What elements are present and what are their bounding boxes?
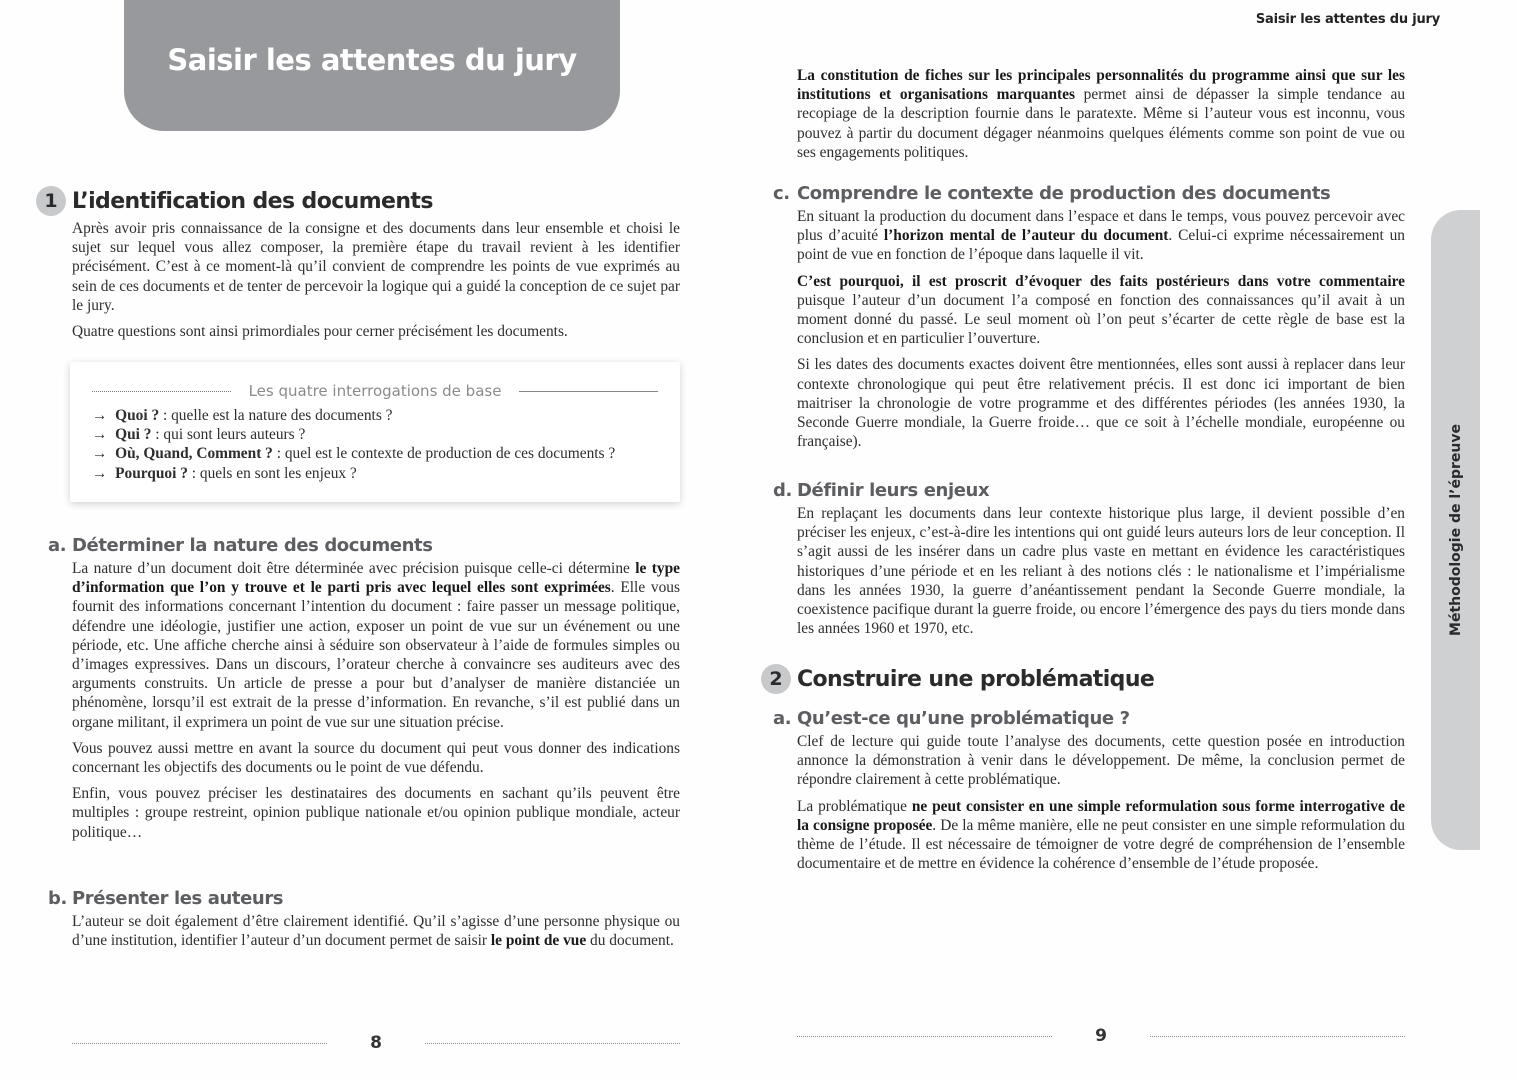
footer-rule [797,1036,1052,1037]
subsection-letter: a. [48,535,67,556]
subsection-d [773,480,1405,638]
subsection-a-heading [48,535,680,556]
section-2-title: Construire une problématique [797,666,1155,692]
subsection-title: Définir leurs enjeux [797,480,990,501]
section-number-badge: 1 [36,186,66,216]
emphasis: le point de vue [490,932,587,950]
subsection-letter: d. [773,480,792,501]
divider [519,391,658,392]
question-text: : quels en sont les enjeux ? [187,464,357,482]
text-run: permet ainsi de dépasser la simple tendance au recopiage de la description fournie dans le paratexte. Même si l’auteur vous est inconnu, vous pouvez à partir du document dégager néanmoins quelques éléments comme son point de vue ou ses engagements politiques. [797,86,1406,161]
right-page-footer [797,1026,1405,1046]
text-run: En situant la production du document dans l’espace et dans le temps, vous pouvez percevoir avec plus d’acuité [797,208,1405,245]
section-1-paragraph-1: Après avoir pris connaissance de la consigne et des documents dans leur ensemble et choisi le sujet sur lequel vous allez composer, la première étape du travail revient à les identifier précisément. C’est à ce moment-là qu’il convient de comprendre les points de vue exprimés au sein de ces documents et de tenter de percevoir la logique qui a guidé la conception de ce sujet par le jury. [72,220,680,314]
subsection-title: Qu’est-ce qu’une problématique ? [797,708,1130,729]
emphasis: le type d’information que l’on y trouve et le parti pris avec lequel elles sont exprimées [72,560,681,597]
subsection-d-paragraph-1: En replaçant les documents dans leur contexte historique plus large, il devient possible d’en préciser les enjeux, c’est-à-dire les intentions qui ont guidé leurs auteurs lors de leur conception. Il s’agit aussi de les insérer dans un cadre plus vaste en mettant en évidence les caractéristiques historiques d’une période et en les reliant à des notions clés : le nationalisme et l’impérialisme dans les années 1930, la guerre d’anéantissement pendant la Seconde Guerre mondiale, la coexistence pacifique durant la guerre froide, ou encore l’émergence des pays du tiers monde dans les années 1960 et 1970, etc. [797,505,1405,638]
subsection-title: Déterminer la nature des documents [72,535,433,556]
subsection-title: Présenter les auteurs [72,888,284,909]
subsection-letter: b. [48,888,67,909]
subsection-a-paragraph-1 [72,559,680,732]
subsection-letter: a. [773,708,792,729]
subsection-title: Comprendre le contexte de production des documents [797,183,1331,204]
question-label: Où, Quand, Comment ? [115,445,273,463]
arrow-right-icon: → [92,426,108,444]
text-run: L’auteur se doit également d’être clairement identifié. Qu’il s’agisse d’une personne physique ou d’une institution, identifier l’auteur d’un document permet de saisir [72,913,680,950]
subsection-b-paragraph-1 [72,912,680,950]
section-1-title: L’identification des documents [72,188,433,214]
key-questions-box [70,362,680,502]
running-head: Saisir les attentes du jury [1255,12,1440,27]
arrow-right-icon: → [92,464,108,482]
subsection-c-heading [773,183,1405,204]
section-2 [761,664,1405,873]
text-run: . Celui-ci exprime nécessairement un point de vue en fonction de l’époque dans laquelle il vit. [797,227,1405,264]
text-run: . De la même manière, elle ne peut consister en une simple reformulation du thème de l’étude. Il est nécessaire de témoigner de votre degré de compréhension de l’ensemble documentaire et de mettre en évidence la cohérence d’ensemble de l’étude proposée. [797,816,1405,873]
box-title: Les quatre interrogations de base [248,382,502,400]
question-item [92,464,615,483]
question-label: Quoi ? [115,407,160,424]
text-run: du document. [586,932,674,950]
emphasis: ne peut consister en une simple reformulation sous forme interrogative de la consigne proposée [797,797,1405,834]
question-text: : quelle est la nature des documents ? [159,407,393,424]
question-text: : qui sont leurs auteurs ? [151,426,306,444]
subsection-c-paragraph-2 [797,272,1405,349]
subsection-letter: c. [773,183,790,204]
chapter-title-tab [124,0,620,131]
question-text: : quel est le contexte de production de ces documents ? [272,445,616,463]
text-run: La nature d’un document doit être déterminée avec précision puisque celle-ci détermine [72,560,636,577]
section-2-paragraph-1: Clef de lecture qui guide toute l’analyse des documents, cette question posée en introduction annonce la démonstration à venir dans le développement. De même, la conclusion permet de répondre clairement à cette problématique. [797,733,1405,789]
text-run: La problématique [797,797,912,815]
subsection-b [48,888,680,950]
side-tab-label: Méthodologie de l’épreuve [1447,424,1464,636]
section-number-badge: 2 [761,664,791,694]
divider [92,391,231,392]
footer-rule [425,1043,680,1044]
intro-text [797,66,1405,162]
section-1-heading [36,186,680,216]
question-label: Pourquoi ? [115,464,188,482]
section-2-subsection-a-heading [773,708,1405,729]
emphasis: C’est pourquoi, il est proscrit d’évoquer des faits postérieurs dans votre commentaire [797,272,1405,290]
box-title-row [92,382,658,400]
section-1-paragraph-2: Quatre questions sont ainsi primordiales pour cerner précisément les documents. [72,323,568,341]
subsection-c [773,183,1405,451]
section-2-heading [761,664,1405,694]
subsection-a [48,535,680,842]
intro-paragraph [797,66,1405,162]
question-item [92,444,615,463]
question-item [92,406,615,425]
page-number: 9 [1095,1026,1107,1046]
section-1 [36,186,680,341]
footer-rule [1150,1036,1405,1037]
questions-list [92,406,615,483]
subsection-b-heading [48,888,680,909]
emphasis: l’horizon mental de l’auteur du document [883,227,1169,245]
arrow-right-icon: → [92,407,108,424]
text-run: puisque l’auteur d’un document l’a composé en fonction des connaissances qu’il avait à un moment donné du passé. Le seul moment où l’on peut s’écarter de cette règle de base est la conclusion et en particulier l’ouverture. [797,291,1405,348]
question-item [92,425,615,444]
section-2-paragraph-2 [797,797,1405,874]
page-number: 8 [370,1033,382,1053]
text-run: . Elle vous fournit des informations concernant l’intention du document : faire passer un message politique, défendre une idéologie, justifier une action, exposer un point de vue sur un événement ou une période, etc. Une affiche cherche ainsi à séduire son observateur à l’aide de formules simples ou d’images expressives. Dans un discours, l’orateur cherche à convaincre ses auditeurs avec des arguments construits. Un article de presse a pour but d’analyser de manière distanciée un phénomène, lorsqu’il est extrait de la presse d’information. En revanche, s’il est publié dans un organe militant, il exprimera un point de vue sur une situation précise. [72,579,680,731]
footer-rule [72,1043,327,1044]
subsection-a-paragraph-3: Enfin, vous pouvez préciser les destinataires des documents en sachant qu’ils peuvent être multiples : groupe restreint, opinion publique nationale et/ou opinion publique mondiale, acteur politique… [72,785,680,841]
subsection-d-heading [773,480,1405,501]
question-label: Qui ? [115,426,152,444]
arrow-right-icon: → [92,445,108,463]
chapter-title: Saisir les attentes du jury [167,42,577,77]
side-thumb-tab [1431,210,1480,850]
subsection-a-paragraph-2: Vous pouvez aussi mettre en avant la source du document qui peut vous donner des indications concernant les objectifs des documents ou le point de vue défendu. [72,739,680,777]
emphasis: La constitution de fiches sur les principales personnalités du programme ainsi que sur les institutions et organisations marquantes [797,67,1405,104]
subsection-c-paragraph-3: Si les dates des documents exactes doivent être mentionnées, elles sont aussi à replacer dans leur contexte chronologique qui peut être relativement précis. Il est donc ici important de bien maitriser la chronologie de votre programme et des différentes périodes (les années 1930, la Seconde Guerre mondiale, la Guerre froide… que ce soit à l’échelle mondiale, européenne ou française). [797,356,1405,451]
left-page-footer [72,1033,680,1053]
subsection-c-paragraph-1 [797,207,1405,265]
